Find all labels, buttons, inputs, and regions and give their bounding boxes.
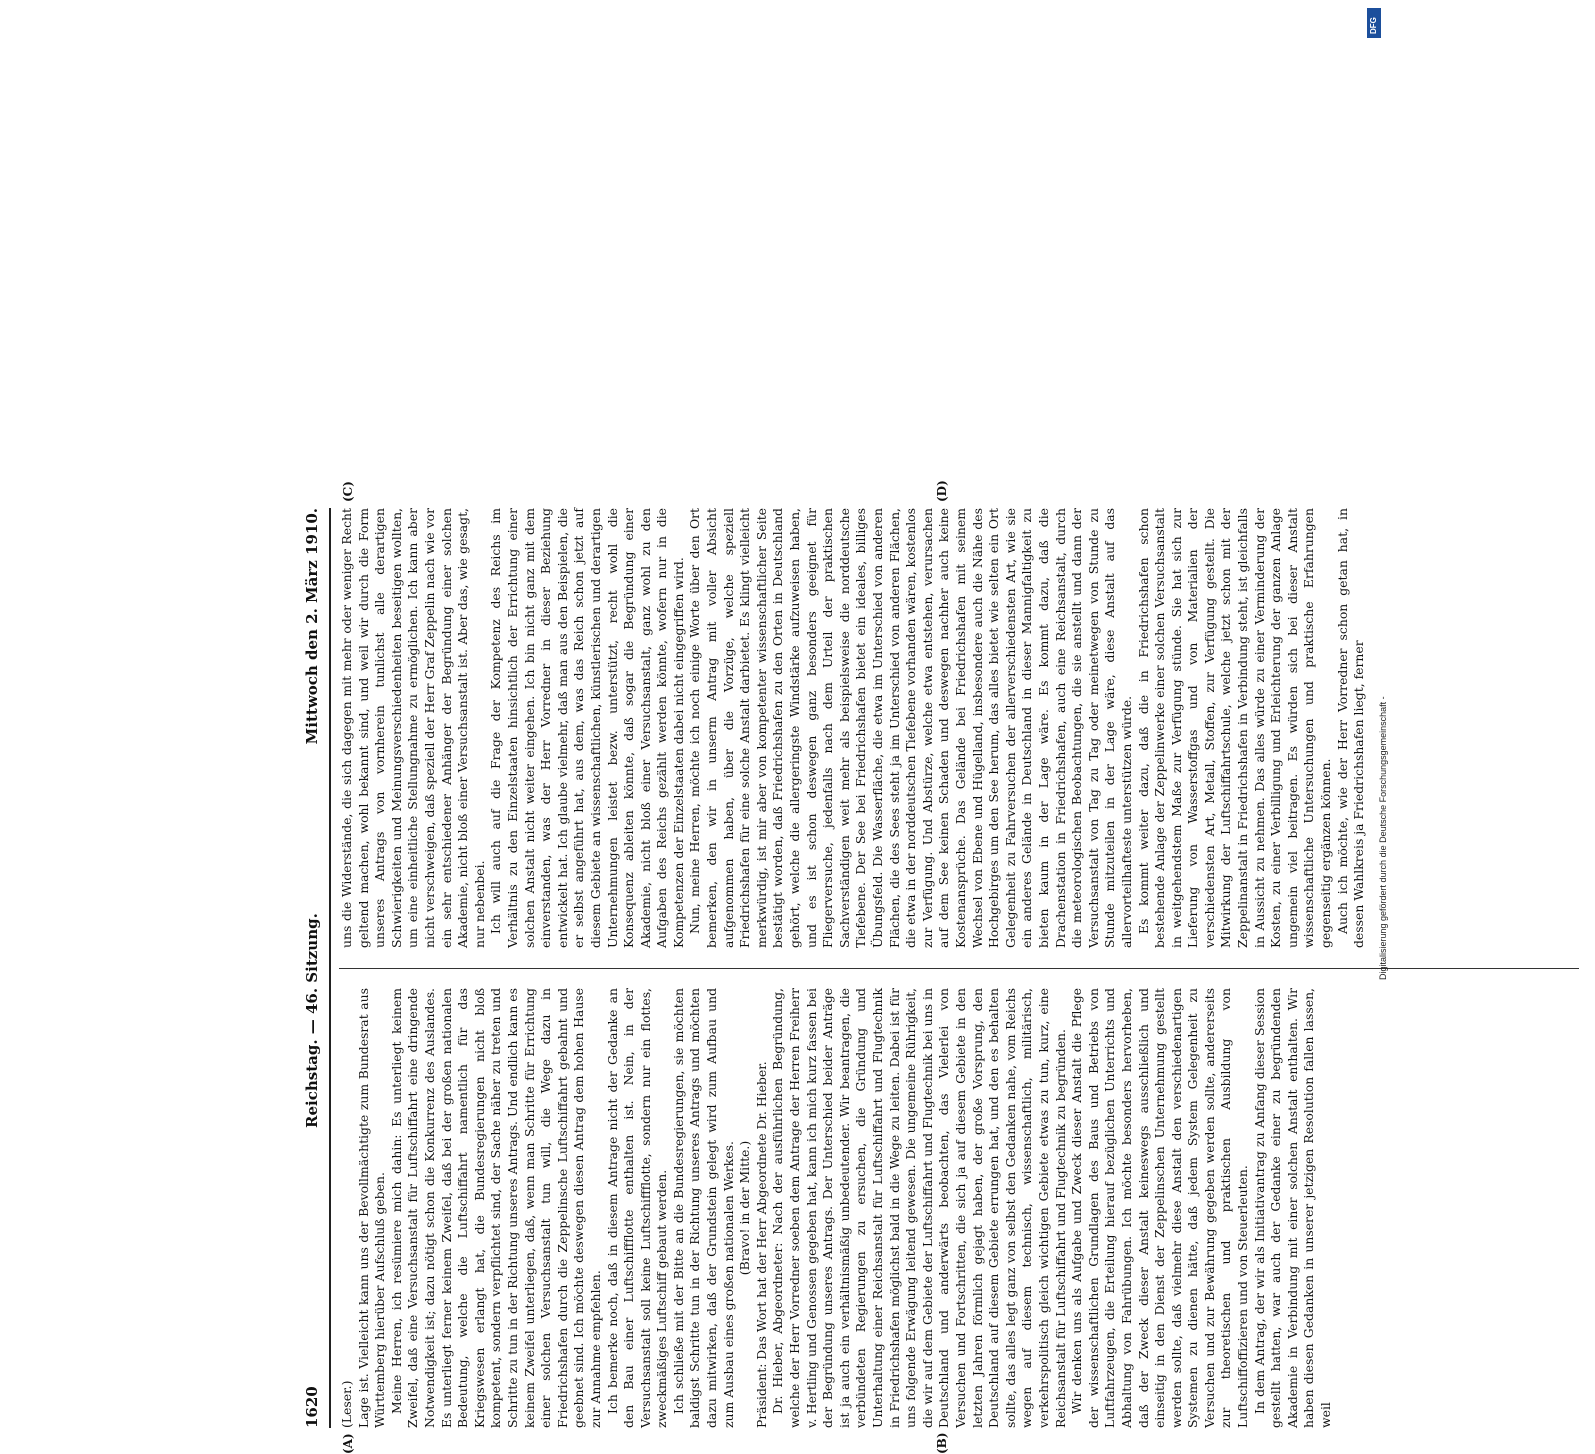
- rotated-page: [295, 508, 1595, 1428]
- digitization-credit: [1368, 20, 1380, 980]
- dfg-logo: DFG: [1367, 8, 1381, 38]
- paragraph: Nun, meine Herren, möchte ich noch einige Worte über den Ort bemerken, den wir in unserm Antrag mit voller Absicht aufgenommen haben, über die Vorzüge, welche speziell Friedrichshafen für eine solche Anstalt darbietet. Es klingt vielleicht merkwürdig, ist mir aber von kompetenter wissenschaftlicher Seite bestätigt worden, daß Friedrichshafen zu den Orten in Deutschland gehört, welche die allergeringste Windstärke aufzuweisen haben, und es ist schon deswegen ganz besonders geeignet für Fliegerversuche, jedenfalls nach dem Urteil der praktischen Sachverständigen weit mehr als beispielsweise die norddeutsche Tiefebene. Der See bei Friedrichshafen bietet ein ideales, billiges Übungsfeld. Die Wasserfläche, die etwa im Unterschied von anderen Flächen, die des Sees steht ja im Unterschied von anderen Flächen, die etwa in der norddeutschen Tiefebene vorhanden wären, kostenlos zur Verfügung. Und Abstürze, welche etwa entstehen, verursachen auf dem See keinen Schaden und deswegen nachher auch keine Kostenansprüche. Das Gelände bei Friedrichshafen mit seinem Wechsel von Ebene und Hügelland, insbesondere auch die Nähe des Hochgebirges um den See herum, das alles bietet wie selten ein Ort Gelegenheit zu Fahrversuchen der allerverschiedensten Art, wie sie ein anderes Gelände in Deutschland in dieser Mannigfaltigkeit zu bieten kaum in der Lage wäre. Es kommt dazu, daß die Drachenstation in Friedrichshafen, auch eine Reichsanstalt, durch die meteorologischen Beobachtungen, die sie anstellt und dann der Versuchsanstalt von Tag zu Tag oder meinetwegen von Stunde zu Stunde mitzuteilen in der Lage wäre, diese Anstalt auf das allervorteilhafteste unterstützen würde.: [687, 508, 1135, 948]
- paragraph: Lage ist. Vielleicht kann uns der Bevollmächtigte zum Bundesrat aus Württemberg hierüber Aufschluß geben.: [356, 988, 389, 1428]
- paragraph: Präsident: Das Wort hat der Herr Abgeordnete Dr. Hieber.: [754, 988, 771, 1428]
- margin-marker-d: (D): [935, 480, 949, 502]
- paragraph: (Bravo! in der Mitte.): [737, 988, 754, 1428]
- paragraph: Auch ich möchte, wie der Herr Vorredner schon getan hat, in dessen Wahlkreis ja Friedrichshafen liegt, ferner: [1335, 508, 1368, 948]
- right-column: [339, 508, 1579, 948]
- session-title: Reichstag. — 46. Sitzung.: [303, 913, 321, 1128]
- paragraph: In dem Antrag, der wir als Initiativantrag zu Anfang dieser Session gestellt hatten, war auch der Gedanke einer zu begründenden Akademie in Verbindung mit einer solchen Anstalt enthalten. Wir haben diesen Gedanken in unserer jetzigen Resolution fallen lassen, weil: [1252, 988, 1335, 1428]
- paragraph: Dr. Hieber, Abgeordneter: Nach der ausführlichen Begründung, welche der Herr Vorredner soeben dem Antrage der Herren Freiherr v. Hertling und Genossen gegeben hat, kann ich mich kurz fassen bei der Begründung unseres Antrags. Der Unterschied beider Anträge ist ja auch ein verhältnismäßig unbedeutender. Wir beantragen, die verbündeten Regierungen zu ersuchen, die Gründung und Unterhaltung einer Reichsanstalt für Luftschiffahrt und Flugtechnik in Friedrichshafen möglichst bald in die Wege zu leiten. Dabei ist für uns folgende Erwägung leitend gewesen. Die ungemeine Rührigkeit, die wir auf dem Gebiete der Luftschiffahrt und Flugtechnik bei uns in Deutschland und anderwärts beobachten, das Vielerlei von Versuchen und Fortschritten, die sich ja auf diesem Gebiete in den letzten Jahren förmlich gejagt haben, der große Vorsprung, den Deutschland auf diesem Gebiete errungen hat, und den es behalten sollte, das alles legt ganz von selbst den Gedanken nahe, vom Reichs wegen auf diesem technisch, wissenschaftlich, militärisch, verkehrspolitisch gleich wichtigen Gebiete etwas zu tun, kurz, eine Reichsanstalt für Luftschiffahrt und Flugtechnik zu begründen.: [770, 988, 1069, 1428]
- paragraph: Ich bemerke noch, daß in diesem Antrage nicht der Gedanke an den Bau einer Luftschiffflotte enthalten ist. Nein, in der Versuchsanstalt soll keine Luftschiffflotte, sondern nur ein flottes, zweckmäßiges Luftschiff gebaut werden.: [605, 988, 671, 1428]
- paragraph: Wir denken uns als Aufgabe und Zweck dieser Anstalt die Pflege der wissenschaftlichen Grundlagen des Baus und Betriebs von Luftfahrzeugen, die Erteilung hierauf bezüglichen Unterrichts und Abhaltung von Fahrübungen. Ich möchte besonders hervorheben, daß der Zweck dieser Anstalt keineswegs ausschließlich und einseitig in den Dienst der Zeppelinschen Unternehmung gestellt werden sollte, daß vielmehr diese Anstalt den verschiedenartigen Systemen zu dienen hätte, daß jedem System Gelegenheit zu Versuchen und zur Bewährung gegeben werden sollte, andererseits zur theoretischen und praktischen Ausbildung von Luftschiffoffizieren und von Steuerleuten.: [1069, 988, 1252, 1428]
- paragraph: Es kommt weiter dazu, daß die in Friedrichshafen schon bestehende Anlage der Zeppelinwerke einer solchen Versuchsanstalt in weitgehendstem Maße zur Verfügung stünde. Sie hat sich zur Lieferung von Wasserstoffgas und von Materialien der verschiedensten Art, Metall, Stoffen, zur Verfügung gestellt. Die Mitwirkung der Luftschiffahrtschule, welche jetzt schon mit der Zeppelinanstalt in Friedrichshafen in Verbindung steht, ist gleichfalls in Aussicht zu nehmen. Das alles würde zu einer Verminderung der Kosten, zu einer Verbilligung und Erleichterung der ganzen Anlage ungemein viel beitragen. Es würden sich bei dieser Anstalt wissenschaftliche Untersuchungen und praktische Erfahrungen gegenseitig ergänzen können.: [1136, 508, 1335, 948]
- credit-text: Digitalisierung gefördert durch die Deutsche Forschungsgemeinschaft -: [1378, 696, 1388, 980]
- paragraph: Ich schließe mit der Bitte an die Bundesregierungen, sie möchten baldigst Schritte tun in der Richtung unseres Antrags und möchten dazu mitwirken, daß der Grundstein gelegt wird zum Aufbau und zum Ausbau eines großen nationalen Werkes.: [671, 988, 737, 1428]
- running-header: [295, 508, 331, 1428]
- paragraph: Meine Herren, ich resümiere mich dahin: Es unterliegt keinem Zweifel, daß eine Versuchsanstalt für Luftschiffahrt eine dringende Notwendigkeit ist; dazu nötigt schon die Konkurrenz des Auslandes. Es unterliegt ferner keinem Zweifel, daß bei der großen nationalen Bedeutung, welche die Luftschiffahrt namentlich für das Kriegswesen erlangt hat, die Bundesregierungen nicht bloß kompetent, sondern verpflichtet sind, der Sache näher zu treten und Schritte zu tun in der Richtung unseres Antrags. Und endlich kann es keinem Zweifel unterliegen, daß, wenn man Schritte für Errichtung einer solchen Versuchsanstalt tun will, die Wege dazu in Friedrichshafen durch die Zeppelinsche Luftschiffahrt gebahnt und geebnet sind. Ich möchte deswegen diesen Antrag dem hohen Hause zur Annahme empfehlen.: [389, 988, 605, 1428]
- margin-marker-a: (A): [341, 1433, 355, 1454]
- paragraph: (Leser.): [339, 988, 356, 1428]
- margin-marker-c: (C): [341, 481, 355, 502]
- paragraph: Ich will auch auf die Frage der Kompetenz des Reichs im Verhältnis zu den Einzelstaaten hinsichtlich der Errichtung einer solchen Anstalt nicht weiter eingehen. Ich bin nicht ganz mit dem einverstanden, was der Herr Vorredner in dieser Beziehung entwickelt hat. Ich glaube vielmehr, daß man aus den Beispielen, die er selbst angeführt hat, aus dem, was das Reich schon jetzt auf diesem Gebiete an wissenschaftlichen, künstlerischen und derartigen Unternehmungen leistet bezw. unterstützt, recht wohl die Konsequenz ableiten könnte, daß sogar die Begründung einer Akademie, nicht bloß einer Versuchsanstalt, ganz wohl zu den Aufgaben des Reichs gezählt werden könnte, wofern nur in die Kompetenzen der Einzelstaaten dabei nicht eingegriffen wird.: [488, 508, 687, 948]
- margin-marker-b: (B): [935, 1433, 949, 1454]
- session-date: Mittwoch den 2. März 1910.: [303, 508, 321, 744]
- column-divider: [339, 968, 1579, 969]
- page-number: 1620: [303, 1386, 321, 1428]
- left-column: [339, 988, 1579, 1428]
- paragraph: uns die Widerstände, die sich dagegen mit mehr oder weniger Recht geltend machen, wohl bekannt sind, und weil wir durch die Form unseres Antrags von vornherein tunlichst alle derartigen Schwierigkeiten und Meinungsverschiedenheiten beseitigen wollten, um eine einheitliche Stellungnahme zu ermöglichen. Ich kann aber nicht verschweigen, daß speziell der Herr Graf Zeppelin nach wie vor ein sehr entschiedener Anhänger der Begründung einer solchen Akademie, nicht bloß einer Versuchsanstalt ist. Aber das, wie gesagt, nur nebenbei.: [339, 508, 488, 948]
